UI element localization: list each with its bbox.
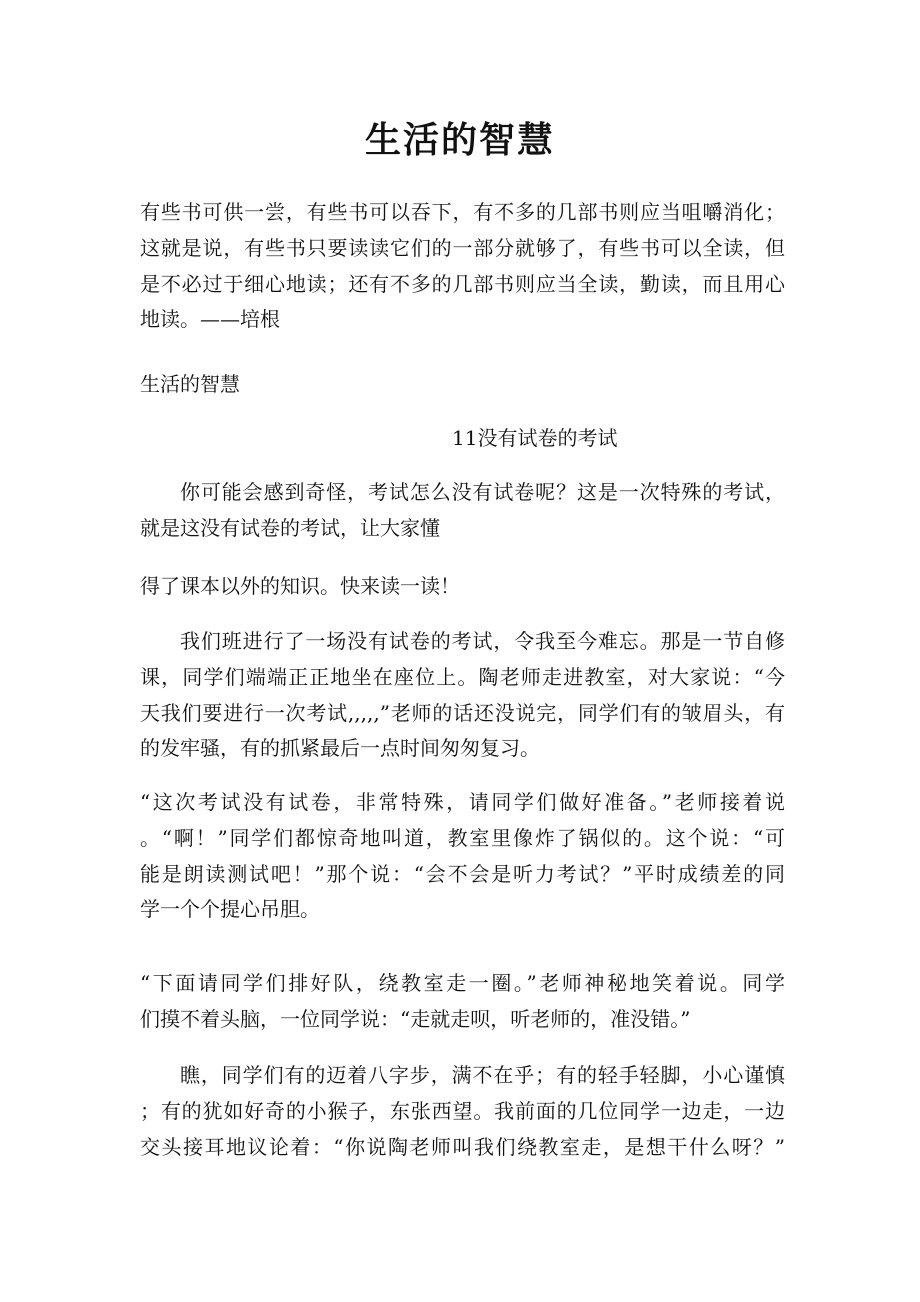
text-line: 能是朗读测试吧！”那个说：“会不会是听力考试？”平时成绩差的同 <box>140 861 785 886</box>
text-line: 天我们要进行一次考试,,,,,”老师的话还没说完，同学们有的皱眉头，有 <box>140 700 785 725</box>
text-line: 得了课本以外的知识。快来读一读！ <box>140 574 460 598</box>
text-line: “下面请同学们排好队，绕教室走一圈。”老师神秘地笑着说。同学 <box>140 971 785 995</box>
text-line: 你可能会感到奇怪，考试怎么没有试卷呢？这是一次特殊的考试， <box>180 480 785 504</box>
section-label-text: 生活的智慧 <box>140 372 240 396</box>
text-line: 就是这没有试卷的考试，让大家懂 <box>140 515 440 540</box>
text-line: 们摸不着头脑，一位同学说：“走就走呗，听老师的，准没错。” <box>140 1006 691 1031</box>
quote-paragraph <box>140 195 785 338</box>
text-line: 是不必过于细心地读；还有不多的几部书则应当全读，勤读，而且用心 <box>140 271 785 296</box>
text-line: 的发牢骚，有的抓紧最后一点时间匆匆复习。 <box>140 736 540 761</box>
text-line: 地读。——培根 <box>140 307 280 332</box>
paragraph-4 <box>140 1058 785 1165</box>
text-line: 课，同学们端端正正地坐在座位上。陶老师走进教室，对大家说：“今 <box>140 664 785 689</box>
text-line: 。“啊！”同学们都惊奇地叫道，教室里像炸了锅似的。这个说：“可 <box>140 825 785 850</box>
document-title: 生活的智慧 <box>364 119 555 161</box>
paragraph-1 <box>140 624 785 767</box>
text-line: ；有的犹如好奇的小猴子，东张西望。我前面的几位同学一边走，一边 <box>140 1098 785 1123</box>
text-line: 有些书可供一尝，有些书可以吞下，有不多的几部书则应当咀嚼消化； <box>140 200 785 224</box>
section-label <box>140 367 785 403</box>
paragraph-2 <box>140 785 785 928</box>
text-line: 瞧，同学们有的迈着八字步，满不在乎；有的轻手轻脚，小心谨慎 <box>180 1063 785 1087</box>
text-line: 这就是说，有些书只要读读它们的一部分就够了，有些书可以全读，但 <box>140 235 785 260</box>
intro-paragraph <box>140 475 785 547</box>
article-title: 11没有试卷的考试 <box>452 426 618 450</box>
intro-paragraph-2 <box>140 569 785 605</box>
text-line: “这次考试没有试卷，非常特殊，请同学们做好准备。”老师接着说 <box>140 790 785 814</box>
text-line: 学一个个提心吊胆。 <box>140 897 320 922</box>
text-line: 交头接耳地议论着：“你说陶老师叫我们绕教室走，是想干什么呀？” <box>140 1134 785 1159</box>
text-line: 我们班进行了一场没有试卷的考试，令我至今难忘。那是一节自修 <box>180 629 785 653</box>
paragraph-3 <box>140 966 785 1038</box>
